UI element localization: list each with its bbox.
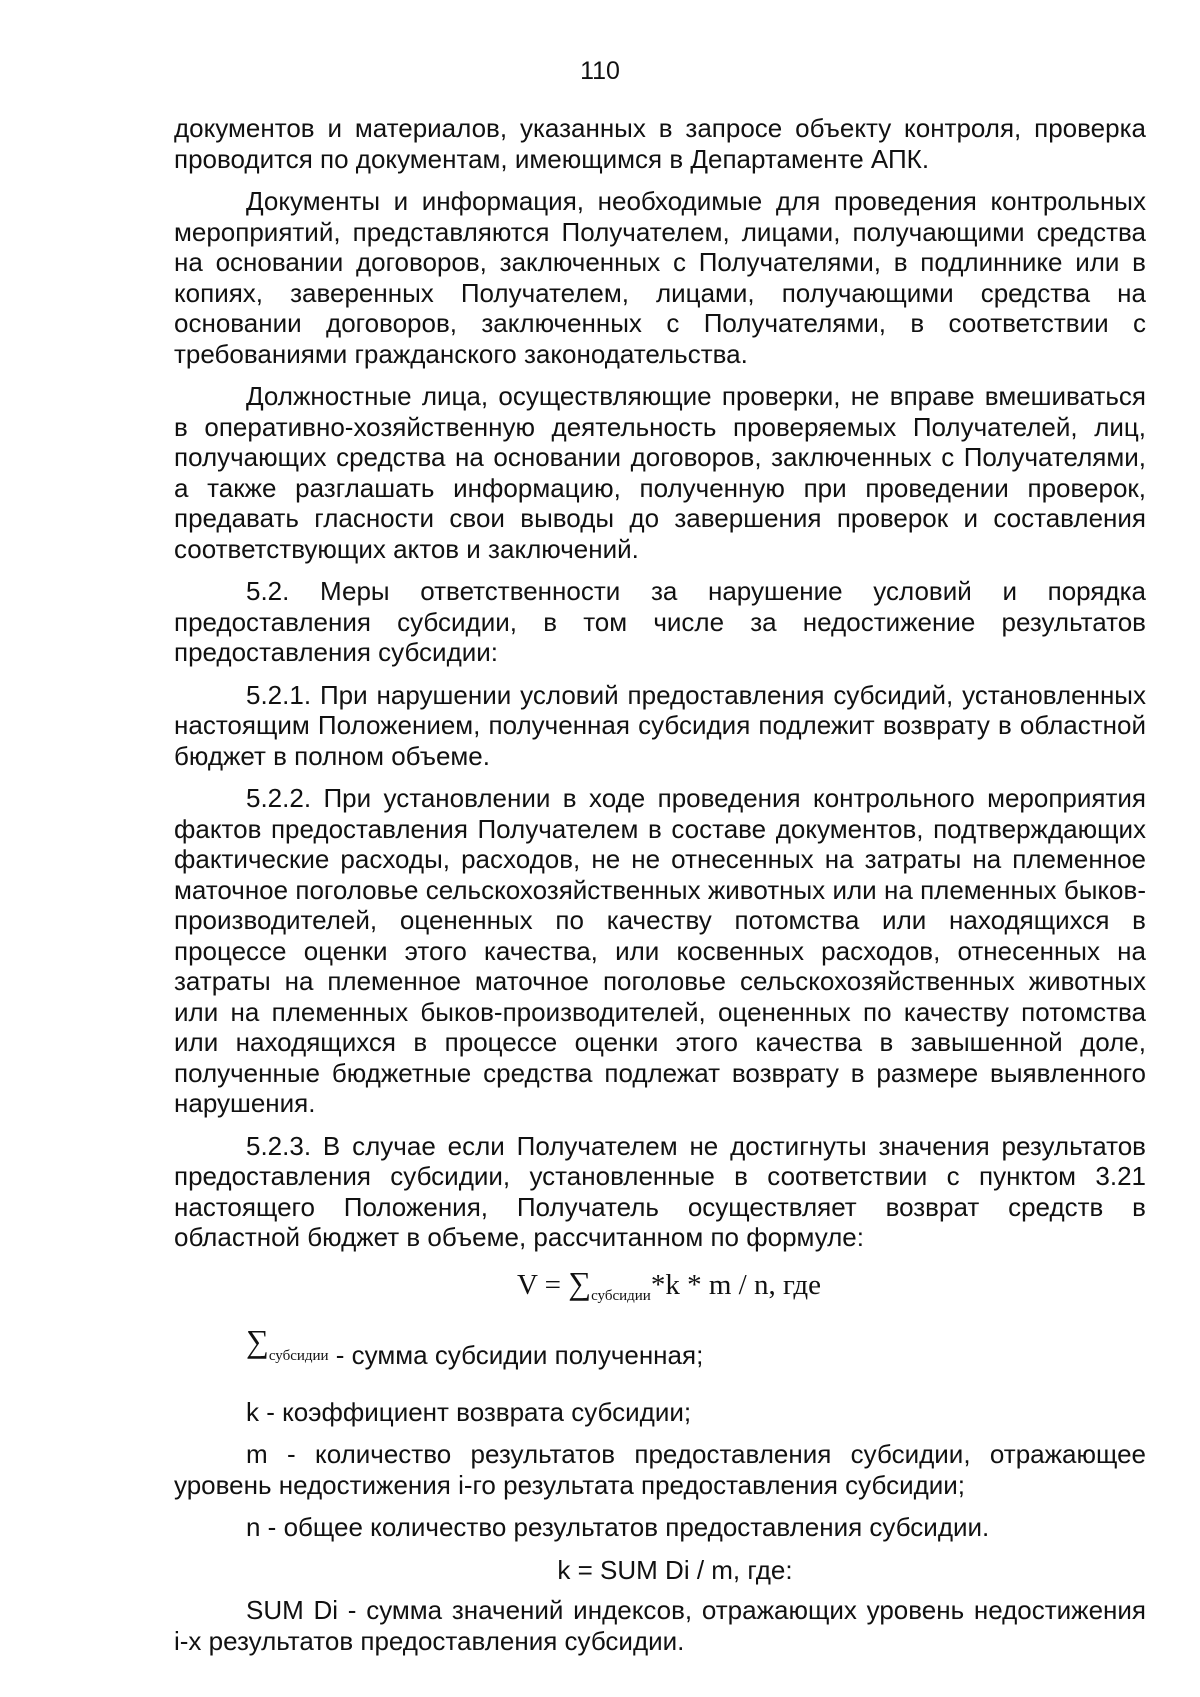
formula-k: k = SUM Di / m, где: [557, 1554, 793, 1585]
formula-v-subscript: субсидии [591, 1287, 651, 1304]
sum-subscript: субсидии [268, 1347, 329, 1364]
paragraph-continuation: документов и материалов, указанных в запросе объекту контроля, проверка проводится по документам, имеющимся в Департаменте АПК. [174, 113, 1146, 174]
paragraph-officials: Должностные лица, осуществляющие проверки, не вправе вмешиваться в оперативно-хозяйственную деятельность проверяемых Получателей, лиц, получающих средства на основании договоров, заключенных с Получателями, а также разглашать информацию, полученную при проведении проверок, предавать гласности свои выводы до завершения проверок и составления соответствующих актов и заключений. [174, 381, 1146, 564]
paragraph-5-2-2: 5.2.2. При установлении в ходе проведения контрольного мероприятия фактов предоставления Получателем в составе документов, подтверждающих фактические расходы, расходов, не не отнесенных на затраты на племенное маточное поголовье сельскохозяйственных животных или на племенных быков-производителей, оцененных по качеству потомства или находящихся в процессе оценки этого качества, или косвенных расходов, отнесенных на затраты на племенное маточное поголовье сельскохозяйственных животных или на племенных быков-производителей, оцененных по качеству потомства или находящихся в процессе оценки этого качества в завышенной доле, полученные бюджетные средства подлежат возврату в размере выявленного нарушения. [174, 783, 1146, 1118]
formula-v [174, 1265, 1146, 1314]
sum-symbol [246, 1322, 329, 1364]
formula-v-rhs: *k * m / n, где [650, 1268, 822, 1301]
definition-sum-di: SUM Di - сумма значений индексов, отражающих уровень недостижения i-х результатов предоставления субсидии. [174, 1595, 1146, 1656]
definition-m: m - количество результатов предоставления субсидии, отражающее уровень недостижения i-го результата предоставления субсидии; [174, 1439, 1146, 1500]
sigma-symbol: ∑ [568, 1264, 592, 1301]
sum-definition-text: - сумма субсидии полученная; [328, 1339, 704, 1370]
paragraph-documents: Документы и информация, необходимые для проведения контрольных мероприятий, представляются Получателем, лицами, получающими средства на основании договоров, заключенных с Получателями, в подлиннике или в копиях, заверенных Получателем, лицами, получающими средства на основании договоров, заключенных с Получателями, в соответствии с требованиями гражданского законодательства. [174, 186, 1146, 369]
document-body [174, 113, 1146, 1668]
sum-sigma: ∑ [246, 1322, 269, 1359]
paragraph-5-2-3: 5.2.3. В случае если Получателем не достигнуты значения результатов предоставления субсидии, установленные в соответствии с пунктом 3.21 настоящего Положения, Получатель осуществляет возврат средств в областной бюджет в объеме, рассчитанном по формуле: [174, 1130, 1146, 1252]
page-number: 110 [580, 57, 620, 85]
paragraph-5-2-1: 5.2.1. При нарушении условий предоставления субсидий, установленных настоящим Положением, полученная субсидия подлежит возврату в областной бюджет в полном объеме. [174, 679, 1146, 771]
definition-k: k - коэффициент возврата субсидии; [246, 1396, 692, 1427]
paragraph-5-2: 5.2. Меры ответственности за нарушение условий и порядка предоставления субсидии, в том числе за недостижение результатов предоставления субсидии: [174, 576, 1146, 667]
formula-v-lhs: V = [516, 1268, 569, 1301]
definition-n: n - общее количество результатов предоставления субсидии. [246, 1512, 990, 1542]
definition-sum [246, 1322, 1146, 1387]
